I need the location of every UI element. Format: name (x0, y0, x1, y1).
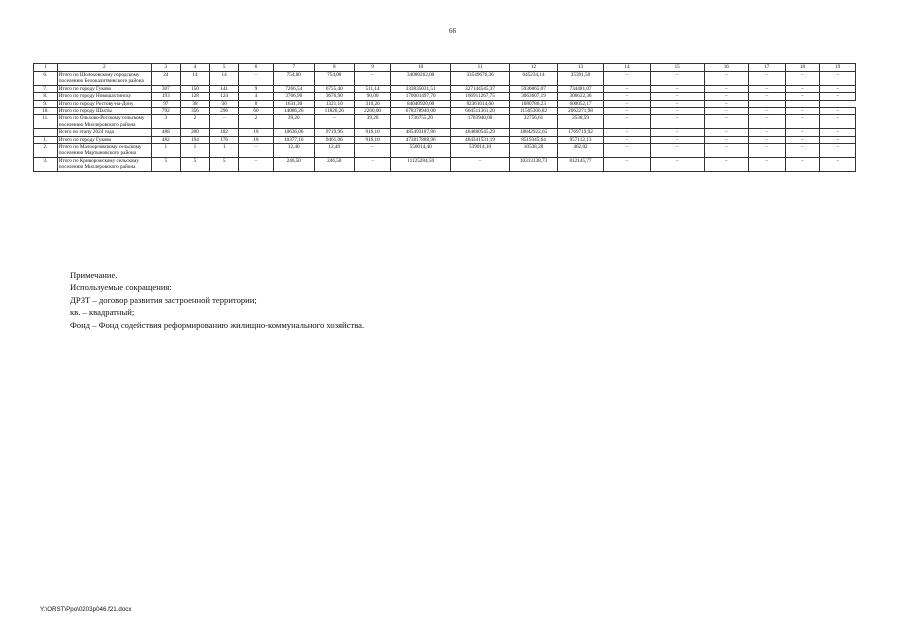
column-header: 4 (180, 64, 209, 72)
table-body (34, 64, 856, 172)
table-cell: – (704, 100, 748, 107)
table-cell: – (604, 157, 650, 171)
table-cell: – (239, 144, 274, 158)
column-header: 19 (820, 64, 856, 72)
table-cell: – (748, 129, 785, 136)
row-number-cell (34, 129, 58, 136)
table-cell: 464880545,29 (450, 129, 509, 136)
table-cell: 645234,14 (510, 72, 558, 86)
column-header: 13 (557, 64, 603, 72)
table-row (34, 100, 856, 107)
table-cell: 33549676,36 (450, 72, 509, 86)
column-header: 12 (510, 64, 558, 72)
row-number-cell: 11. (34, 115, 58, 129)
table-row (34, 93, 856, 100)
table-cell: 18 (239, 136, 274, 143)
table-cell: – (748, 157, 785, 171)
table-cell: – (650, 136, 704, 143)
table-cell: – (604, 72, 650, 86)
table-cell: – (748, 144, 785, 158)
table-cell: 2538,59 (557, 115, 603, 129)
table-cell: – (650, 100, 704, 107)
row-name-cell: Всего по этапу 2024 года (57, 129, 151, 136)
table-cell: – (785, 157, 820, 171)
note-line: Используемые сокращения: (70, 282, 172, 293)
table-cell: – (820, 115, 856, 129)
data-table (33, 63, 856, 172)
table-cell: 141 (210, 85, 239, 92)
table-cell: – (820, 157, 856, 171)
column-header: 17 (748, 64, 785, 72)
table-cell: – (820, 144, 856, 158)
table-cell: 35391,50 (557, 72, 603, 86)
row-name-cell: Итого по городу Ростову-на-Дону (57, 100, 151, 107)
table-cell: 128 (180, 93, 209, 100)
row-name-cell: Итого по Шолоховскому городскому поселению Белокалитвинского района (57, 72, 151, 86)
table-cell: – (820, 72, 856, 86)
table-cell: 166911267,75 (450, 93, 509, 100)
table-cell: 916,10 (354, 136, 391, 143)
table-cell: 10538,28 (510, 144, 558, 158)
row-name-cell: Итого по Криворожскому сельскому поселению Миллеровского района (57, 157, 151, 171)
table-cell: 10313138,73 (510, 157, 558, 171)
table-cell: 1 (151, 144, 180, 158)
table-cell: 957112,13 (557, 136, 603, 143)
table-cell: – (704, 129, 748, 136)
page-number: 66 (449, 27, 456, 35)
table-cell: – (820, 85, 856, 92)
table-cell: – (704, 108, 748, 115)
table-cell: – (650, 93, 704, 100)
table-cell: 2 (180, 115, 209, 129)
table-row (34, 115, 856, 129)
table-cell: 539014,10 (450, 144, 509, 158)
row-number-cell: 2. (34, 144, 58, 158)
table-cell: 14 (180, 72, 209, 86)
table-cell: 9461,06 (314, 136, 354, 143)
table-cell: 90,00 (354, 93, 391, 100)
table-cell: 511,14 (354, 85, 391, 92)
table-cell: 310,20 (354, 100, 391, 107)
table-cell: 24 (151, 72, 180, 86)
table-cell: – (704, 115, 748, 129)
table-cell: 34080262,00 (391, 72, 450, 86)
table-cell: 1736755,20 (391, 115, 450, 129)
table-cell: 176 (210, 136, 239, 143)
table-cell: 5 (180, 157, 209, 171)
column-header: 8 (314, 64, 354, 72)
table-cell: 9 (239, 85, 274, 92)
table-cell: – (785, 93, 820, 100)
table-cell: 18 (239, 129, 274, 136)
table-cell: – (604, 100, 650, 107)
column-header: 9 (354, 64, 391, 72)
table-cell: 812145,77 (557, 157, 603, 171)
table-cell: – (210, 115, 239, 129)
table-cell: – (604, 144, 650, 158)
table-cell (748, 100, 785, 107)
table-cell: 792 (151, 108, 180, 115)
table-cell: – (604, 115, 650, 129)
row-number-cell: 1. (34, 136, 58, 143)
table-cell: – (748, 93, 785, 100)
table-cell: 18842922,65 (510, 129, 558, 136)
table-cell: 678378940,00 (391, 108, 450, 115)
table-row (34, 136, 856, 143)
table-cell: 30 (210, 100, 239, 107)
table-cell: – (314, 115, 354, 129)
table-cell: – (748, 136, 785, 143)
table-cell: 473817888,96 (391, 136, 450, 143)
table-cell: – (704, 85, 748, 92)
table-cell: 10377,16 (273, 136, 314, 143)
table-cell: 38 (180, 100, 209, 107)
table-cell: 1769719,92 (557, 129, 603, 136)
table-cell: – (604, 136, 650, 143)
table-cell: 194 (180, 136, 209, 143)
table-cell: 150 (180, 85, 209, 92)
table-cell: 246,50 (314, 157, 354, 171)
table-cell: 2062271,98 (557, 108, 603, 115)
table-row (34, 108, 856, 115)
table-cell: 97 (151, 100, 180, 107)
table-cell: 754,00 (273, 72, 314, 86)
table-cell: 124 (210, 93, 239, 100)
table-cell: – (604, 129, 650, 136)
table-cell: – (785, 72, 820, 86)
table-cell: 11505306,82 (510, 108, 558, 115)
column-header: 15 (650, 64, 704, 72)
table-cell: 2 (239, 115, 274, 129)
table-cell: 550014,40 (391, 144, 450, 158)
column-header: 16 (704, 64, 748, 72)
table-row (34, 72, 856, 86)
table-cell: – (820, 129, 856, 136)
table-cell: – (785, 108, 820, 115)
note-line: кв. – квадратный; (70, 307, 135, 318)
file-path: Y:\ORST\Ppo\0203p046.f21.docx (40, 606, 132, 613)
table-cell: – (354, 144, 391, 158)
table-cell: 3766,90 (273, 93, 314, 100)
table-cell: – (650, 72, 704, 86)
table-cell: 14 (210, 72, 239, 86)
table-cell: – (354, 72, 391, 86)
row-name-cell: Итого по Малоорловскому сельскому поселению Мартыновского района (57, 144, 151, 158)
column-header: 11 (450, 64, 509, 72)
table-cell: 916,10 (354, 129, 391, 136)
table-cell: 1 (180, 144, 209, 158)
column-header: 18 (785, 64, 820, 72)
table-cell: 3063607,19 (510, 93, 558, 100)
table-cell: 1321,10 (314, 100, 354, 107)
table-cell: 482 (151, 136, 180, 143)
column-header: 6 (239, 64, 274, 72)
table-cell: 7266,54 (273, 85, 314, 92)
column-header: 1 (34, 64, 58, 72)
table-cell: – (650, 144, 704, 158)
table-cell: 600052,17 (557, 100, 603, 107)
table-cell: – (604, 108, 650, 115)
row-number-cell: 3. (34, 157, 58, 171)
row-name-cell: Итого по городу Гуково (57, 85, 151, 92)
table-cell: 182 (210, 129, 239, 136)
table-cell: – (785, 144, 820, 158)
table-cell: – (650, 129, 704, 136)
table-cell: – (354, 157, 391, 171)
table-cell: 307 (151, 85, 180, 92)
row-name-cell: Итого по городу Новошахтинску (57, 93, 151, 100)
note-line: Примечание. (70, 270, 118, 280)
table-cell: 5936065,07 (510, 85, 558, 92)
column-header: 14 (604, 64, 650, 72)
table-cell: 5 (210, 157, 239, 171)
table-cell: 3 (151, 115, 180, 129)
table-cell: 8 (239, 100, 274, 107)
table-cell: 1703940,00 (450, 115, 509, 129)
table-cell (785, 100, 820, 107)
table-cell: 1080786,23 (510, 100, 558, 107)
table-cell: – (650, 115, 704, 129)
table-cell: 306622,36 (557, 93, 603, 100)
table-cell: – (785, 115, 820, 129)
table-cell: 296 (210, 108, 239, 115)
table-cell: 200 (180, 129, 209, 136)
table-cell: 84040920,00 (391, 100, 450, 107)
table-cell: 9719,96 (314, 129, 354, 136)
table-cell: – (785, 85, 820, 92)
table-cell: 327144545,37 (450, 85, 509, 92)
table-cell: 333835031,51 (391, 85, 450, 92)
table-cell: 2260,00 (354, 108, 391, 115)
table-cell: 39,20 (354, 115, 391, 129)
table-cell: 82361014,60 (450, 100, 509, 107)
table-cell: 1 (210, 144, 239, 158)
table-cell: 11826,26 (314, 108, 354, 115)
table-cell: 39,20 (273, 115, 314, 129)
column-header: 7 (273, 64, 314, 72)
row-name-cell: Итого по городу Гуково (57, 136, 151, 143)
table-cell: – (748, 85, 785, 92)
row-name-cell: Итого по городу Шахты (57, 108, 151, 115)
row-number-cell: 6. (34, 72, 58, 86)
table-cell: 6755,40 (314, 85, 354, 92)
table-cell: 32756,61 (510, 115, 558, 129)
table-cell: 464341531,19 (450, 136, 509, 143)
row-number-cell: 10. (34, 108, 58, 115)
table-cell: – (450, 157, 509, 171)
table-cell: 170001497,70 (391, 93, 450, 100)
table-cell: 734481,07 (557, 85, 603, 92)
table-cell: 60 (239, 108, 274, 115)
table-cell: 488 (151, 129, 180, 136)
table-cell: 5 (151, 157, 180, 171)
note-line: Фонд – Фонд содействия реформированию жилищно-коммунального хозяйства. (70, 319, 365, 330)
note-line: ДРЗТ – договор развития застроенной территории; (70, 294, 257, 305)
table-cell: 3676,90 (314, 93, 354, 100)
table-cell: – (650, 157, 704, 171)
table-row (34, 129, 856, 136)
table-cell: 485493187,86 (391, 129, 450, 136)
row-number-cell: 7. (34, 85, 58, 92)
table-cell: – (239, 157, 274, 171)
column-header: 10 (391, 64, 450, 72)
row-number-cell: 9. (34, 100, 58, 107)
table-cell: – (785, 136, 820, 143)
table-cell: 10636,06 (273, 129, 314, 136)
column-header: 5 (210, 64, 239, 72)
table-row (34, 85, 856, 92)
table-cell: – (239, 72, 274, 86)
column-header: 3 (151, 64, 180, 72)
notes-block (70, 269, 364, 331)
table-cell: – (704, 93, 748, 100)
table-cell: – (650, 108, 704, 115)
table-cell: 4 (239, 93, 274, 100)
table-cell: – (650, 85, 704, 92)
row-number-cell: 8. (34, 93, 58, 100)
table-cell: – (704, 144, 748, 158)
table-cell: – (820, 136, 856, 143)
table-cell: 12,40 (314, 144, 354, 158)
table-cell: – (748, 72, 785, 86)
table-cell: – (748, 115, 785, 129)
table-row (34, 144, 856, 158)
table-row (34, 157, 856, 171)
table-cell: – (785, 129, 820, 136)
table-cell: – (704, 136, 748, 143)
table-cell: 246,50 (273, 157, 314, 171)
table-cell: – (748, 108, 785, 115)
table-cell: 356 (180, 108, 209, 115)
table-header-row (34, 64, 856, 72)
table-cell: 664511361,20 (450, 108, 509, 115)
table-cell: – (704, 157, 748, 171)
data-table-container (33, 63, 856, 172)
table-cell: – (604, 93, 650, 100)
table-cell: – (704, 72, 748, 86)
table-cell: – (820, 108, 856, 115)
table-cell: 193 (151, 93, 180, 100)
table-cell: – (604, 85, 650, 92)
table-cell: 754,00 (314, 72, 354, 86)
row-name-cell: Итого по Ольхово-Рогскому сельскому поселению Миллеровского района (57, 115, 151, 129)
table-cell: 1631,30 (273, 100, 314, 107)
table-cell: 462,02 (557, 144, 603, 158)
table-cell: – (820, 93, 856, 100)
table-cell: 14086,26 (273, 108, 314, 115)
table-cell: 8519345,64 (510, 136, 558, 143)
table-cell: 12,40 (273, 144, 314, 158)
column-header: 2 (57, 64, 151, 72)
table-cell: 11125284,50 (391, 157, 450, 171)
